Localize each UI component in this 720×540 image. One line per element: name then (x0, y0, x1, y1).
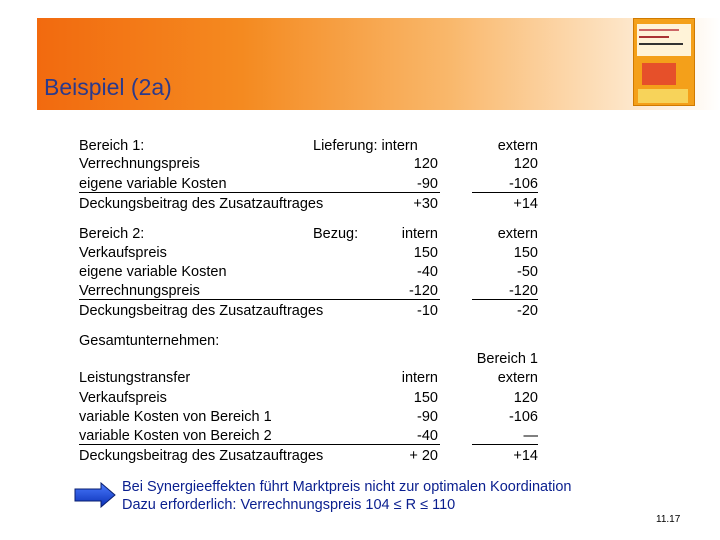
cell-extern: 120 (513, 156, 538, 172)
cell-intern: 120 (413, 156, 438, 172)
cell-intern: 150 (413, 390, 438, 406)
section1-col-extern: extern (497, 138, 538, 154)
arrow-right-icon (73, 482, 117, 508)
cell-extern: +14 (513, 196, 538, 212)
section3-col-header-top: Bereich 1 (476, 351, 538, 367)
cell-extern: -106 (508, 409, 538, 425)
section2-col-intern: intern (401, 226, 438, 242)
cell-extern: -50 (517, 264, 538, 280)
row-label: variable Kosten von Bereich 2 (79, 428, 272, 444)
section2-label: Bereich 2: (79, 226, 145, 242)
cell-intern: -120 (408, 283, 438, 299)
note-line-2: Dazu erforderlich: Verrechnungspreis 104 ≤ R ≤ 110 (122, 497, 456, 513)
cell-extern: — (523, 428, 538, 444)
row-label: Deckungsbeitrag des Zusatzauftrages (79, 303, 324, 319)
row-label: Verkaufspreis (79, 245, 167, 261)
cell-extern: 150 (513, 245, 538, 261)
row-label: Verrechnungspreis (79, 283, 200, 299)
cell-extern: -120 (508, 283, 538, 299)
note-line-1: Bei Synergieeffekten führt Marktpreis nicht zur optimalen Koordination (122, 479, 572, 495)
cell-extern: -106 (508, 176, 538, 192)
section1-heading: Lieferung: intern (313, 138, 418, 154)
row-label: variable Kosten von Bereich 1 (79, 409, 272, 425)
divider (472, 444, 538, 445)
row-label: Deckungsbeitrag des Zusatzauftrages (79, 196, 324, 212)
cell-intern: -40 (417, 264, 438, 280)
cell-intern: -90 (417, 409, 438, 425)
section2-col-extern: extern (497, 226, 538, 242)
cell-extern: -20 (517, 303, 538, 319)
page-title: Beispiel (2a) (44, 74, 172, 100)
divider (79, 299, 440, 300)
page-number: 11.17 (656, 514, 681, 525)
section3-col-extern: extern (497, 370, 538, 386)
divider (472, 192, 538, 193)
row-label: Deckungsbeitrag des Zusatzauftrages (79, 448, 324, 464)
cell-intern: +30 (413, 196, 438, 212)
cell-intern: -90 (417, 176, 438, 192)
section3-row-label: Leistungstransfer (79, 370, 191, 386)
divider (472, 299, 538, 300)
cell-extern: +14 (513, 448, 538, 464)
row-label: eigene variable Kosten (79, 264, 227, 280)
section1-label: Bereich 1: (79, 138, 145, 154)
section3-col-intern: intern (401, 370, 438, 386)
divider (79, 192, 440, 193)
row-label: Verkaufspreis (79, 390, 167, 406)
cell-intern: + 20 (409, 448, 438, 464)
section2-heading: Bezug: (313, 226, 359, 242)
row-label: eigene variable Kosten (79, 176, 227, 192)
row-label: Verrechnungspreis (79, 156, 200, 172)
cell-intern: -40 (417, 428, 438, 444)
book-cover-image (633, 18, 695, 106)
section3-label: Gesamtunternehmen: (79, 333, 220, 349)
cell-extern: 120 (513, 390, 538, 406)
divider (79, 444, 440, 445)
cell-intern: -10 (417, 303, 438, 319)
cell-intern: 150 (413, 245, 438, 261)
